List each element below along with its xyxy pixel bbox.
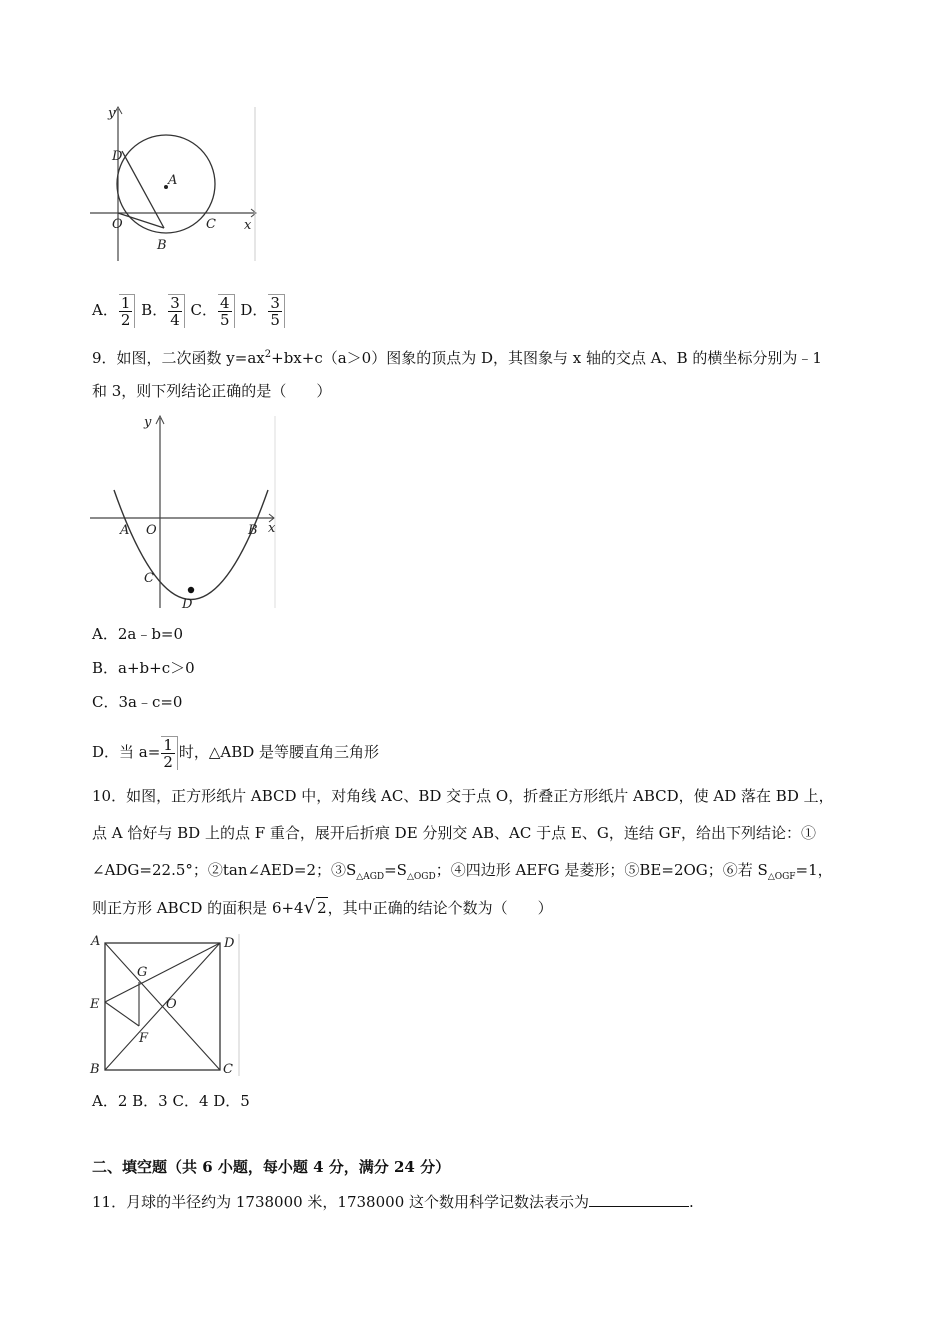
label-d: D: [112, 149, 123, 164]
q10-stem-line4: 则正方形 ABCD 的面积是 6+4√ 2，其中正确的结论个数为（ ）: [92, 897, 553, 918]
label-a: A: [120, 523, 130, 538]
q10-figure: [86, 930, 242, 1078]
label-x: x: [244, 218, 252, 233]
section-heading: 二、填空题（共 6 小题，每小题 4 分，满分 24 分）: [92, 1158, 451, 1176]
q9-stem-line2: 和 3，则下列结论正确的是（ ）: [92, 382, 332, 400]
q10-stem-line1: 10．如图，正方形纸片 ABCD 中，对角线 AC、BD 交于点 O，折叠正方形纸片 ABCD，使 AD 落在 BD 上，: [92, 787, 834, 805]
label-a: A: [91, 934, 101, 949]
label-b: B: [90, 1062, 100, 1077]
q9-option-d: D．当 a= $\frac{1}{2}$ 时，△ABD 是等腰直角三角形: [92, 736, 380, 771]
vertex-d: [188, 587, 194, 593]
label-b: B: [248, 523, 258, 538]
sqrt-radicand: 2: [317, 899, 327, 917]
q9-option-a: A．2a﹣b=0: [92, 625, 184, 643]
label-f: F: [139, 1031, 149, 1046]
q8-options: A． $\frac{1}{2}$ B． $\frac{3}{4}$ C． $\frac{4}{5}$ D． $\frac{3}{5}$: [92, 294, 286, 328]
label-y: y: [108, 106, 116, 121]
q9-stem-line1: 9．如图，二次函数 $y=ax^2+bx+c(a>0)$图象的顶点为 D，其图象与 x 轴的交点 A、B 的横坐标分别为﹣1: [92, 349, 822, 367]
parabola: [114, 490, 268, 600]
label-e: E: [90, 997, 100, 1012]
label-d: D: [224, 936, 235, 951]
q11-stem: 11．月球的半径约为 1738000 米，1738000 这个数用科学记数法表示为 .: [92, 1193, 694, 1211]
option-d-fraction: $\frac{1}{2}$: [161, 736, 178, 770]
label-c: C: [206, 217, 216, 232]
option-a-fraction: $\frac{1}{2}$: [119, 294, 136, 328]
option-b-fraction: $\frac{3}{4}$: [168, 294, 185, 328]
option-d-fraction: $\frac{3}{5}$: [268, 294, 285, 328]
label-x: x: [268, 521, 276, 536]
label-a: A: [168, 173, 178, 188]
label-o: O: [146, 523, 157, 538]
q9-option-b: B．a+b+c＞0: [92, 659, 195, 677]
label-d: D: [182, 597, 193, 610]
circle-a: [117, 135, 215, 233]
q9-option-c: C．3a﹣c=0: [92, 693, 183, 711]
q9-figure: [88, 412, 278, 610]
q10-options: A．2 B．3 C．4 D．5: [92, 1092, 250, 1110]
q10-stem-line3: ∠ADG=22.5°；②tan∠AED=2；$③S_{\triangle AGD}=S_{\triangle OGD}$；④四边形 AEFG 是菱形；⑤BE=2OG；⑥若 $S_{\triangle OGF}=1$，: [92, 861, 833, 882]
label-o: O: [166, 997, 177, 1012]
option-c-fraction: $\frac{4}{5}$: [218, 294, 235, 328]
q8-figure: [88, 103, 260, 263]
label-o: O: [112, 217, 123, 232]
label-c: C: [223, 1062, 233, 1077]
label-y: y: [144, 415, 152, 430]
label-b: B: [157, 238, 167, 253]
label-c: C: [144, 571, 154, 586]
answer-blank[interactable]: [589, 1192, 689, 1207]
q10-stem-line2: 点 A 恰好与 BD 上的点 F 重合，展开后折痕 DE 分别交 AB、AC 于点 E、G，连结 GF，给出下列结论：①: [92, 824, 816, 842]
label-g: G: [137, 965, 148, 980]
